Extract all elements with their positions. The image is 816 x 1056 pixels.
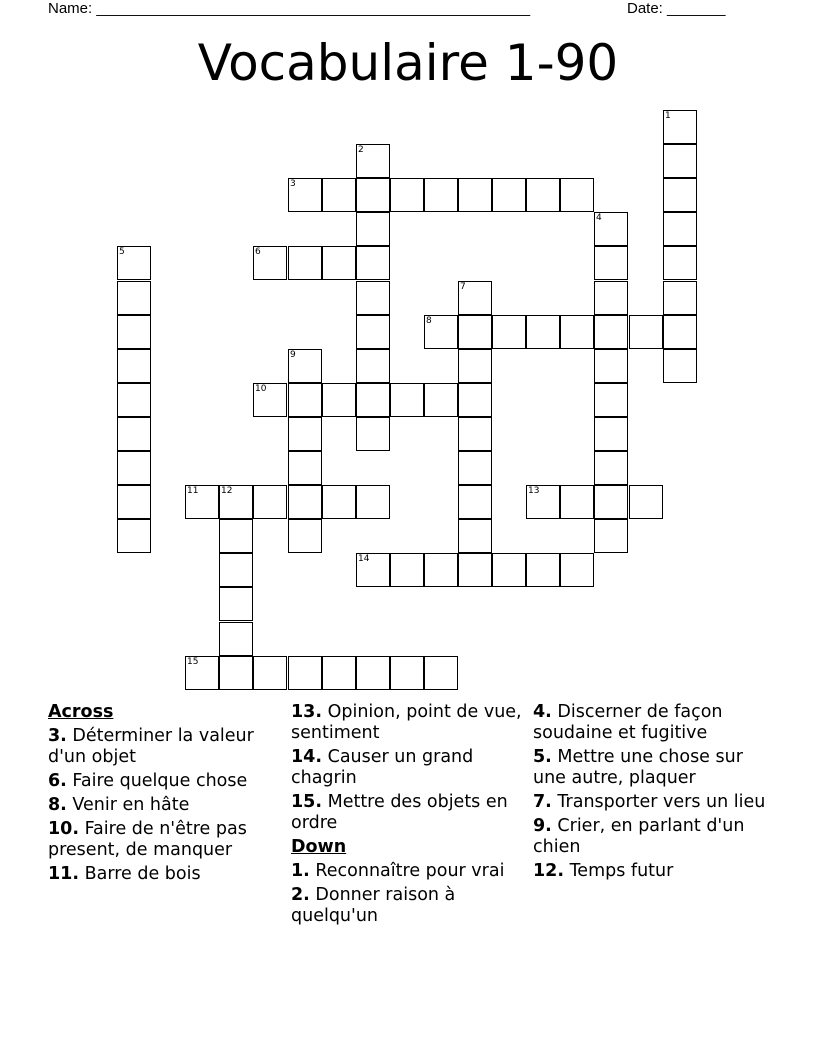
grid-cell[interactable] bbox=[288, 451, 322, 485]
grid-cell[interactable] bbox=[117, 451, 151, 485]
clue-down-1: 1. Reconnaître pour vrai bbox=[291, 861, 505, 881]
grid-cell[interactable] bbox=[594, 281, 628, 315]
grid-cell[interactable] bbox=[288, 246, 322, 280]
grid-cell[interactable] bbox=[253, 656, 287, 690]
grid-cell[interactable] bbox=[594, 246, 628, 280]
grid-cell[interactable] bbox=[288, 383, 322, 417]
clue-across-13: 13. Opinion, point de vue, sentiment bbox=[291, 702, 522, 743]
grid-cell[interactable] bbox=[663, 212, 697, 246]
grid-cell[interactable] bbox=[117, 281, 151, 315]
clue-down-2: 2. Donner raison à quelqu'un bbox=[291, 885, 456, 926]
grid-cell[interactable] bbox=[288, 656, 322, 690]
clue-number: 4 bbox=[596, 213, 602, 223]
grid-cell[interactable] bbox=[356, 485, 390, 519]
grid-cell[interactable] bbox=[219, 553, 253, 587]
grid-cell[interactable] bbox=[253, 246, 287, 280]
clue-column-3 bbox=[533, 702, 773, 885]
grid-cell[interactable] bbox=[356, 553, 390, 587]
grid-cell[interactable] bbox=[663, 315, 697, 349]
grid-cell[interactable] bbox=[424, 656, 458, 690]
grid-cell[interactable] bbox=[253, 485, 287, 519]
grid-cell[interactable] bbox=[629, 485, 663, 519]
grid-cell[interactable] bbox=[594, 451, 628, 485]
grid-cell[interactable] bbox=[288, 485, 322, 519]
grid-cell[interactable] bbox=[560, 315, 594, 349]
clue-column-2 bbox=[291, 702, 523, 930]
grid-cell[interactable] bbox=[185, 485, 219, 519]
clue-number: 12 bbox=[221, 486, 233, 496]
clue-number: 14 bbox=[358, 554, 370, 564]
grid-cell[interactable] bbox=[458, 178, 492, 212]
clue-number: 3 bbox=[290, 179, 296, 189]
across-heading: Across bbox=[48, 702, 114, 722]
grid-cell[interactable] bbox=[663, 246, 697, 280]
clue-across-3: 3. Déterminer la valeur d'un objet bbox=[48, 726, 254, 767]
grid-cell[interactable] bbox=[390, 383, 424, 417]
clue-number: 9 bbox=[290, 350, 296, 360]
grid-cell[interactable] bbox=[594, 315, 628, 349]
grid-cell[interactable] bbox=[560, 178, 594, 212]
grid-cell[interactable] bbox=[526, 553, 560, 587]
grid-cell[interactable] bbox=[356, 315, 390, 349]
name-field[interactable]: Name: ____________________________________________________ bbox=[48, 0, 531, 17]
grid-cell[interactable] bbox=[663, 110, 697, 144]
clue-across-6: 6. Faire quelque chose bbox=[48, 771, 248, 791]
clue-number: 8 bbox=[426, 316, 432, 326]
grid-cell[interactable] bbox=[663, 281, 697, 315]
clue-number: 5 bbox=[119, 247, 125, 257]
grid-cell[interactable] bbox=[356, 656, 390, 690]
grid-cell[interactable] bbox=[117, 417, 151, 451]
grid-cell[interactable] bbox=[253, 383, 287, 417]
grid-cell[interactable] bbox=[288, 349, 322, 383]
grid-cell[interactable] bbox=[390, 553, 424, 587]
grid-cell[interactable] bbox=[390, 178, 424, 212]
grid-cell[interactable] bbox=[458, 383, 492, 417]
grid-cell[interactable] bbox=[117, 315, 151, 349]
grid-cell[interactable] bbox=[356, 417, 390, 451]
grid-cell[interactable] bbox=[356, 246, 390, 280]
grid-cell[interactable] bbox=[288, 417, 322, 451]
grid-cell[interactable] bbox=[356, 281, 390, 315]
grid-cell[interactable] bbox=[560, 485, 594, 519]
clue-number: 2 bbox=[358, 145, 364, 155]
grid-cell[interactable] bbox=[492, 553, 526, 587]
grid-cell[interactable] bbox=[492, 178, 526, 212]
page-title: Vocabulaire 1-90 bbox=[197, 34, 619, 92]
clue-down-9: 9. Crier, en parlant d'un chien bbox=[533, 816, 745, 857]
grid-cell[interactable] bbox=[424, 383, 458, 417]
grid-cell[interactable] bbox=[322, 246, 356, 280]
grid-cell[interactable] bbox=[458, 519, 492, 553]
grid-cell[interactable] bbox=[594, 519, 628, 553]
grid-cell[interactable] bbox=[356, 212, 390, 246]
grid-cell[interactable] bbox=[560, 553, 594, 587]
grid-cell[interactable] bbox=[526, 178, 560, 212]
grid-cell[interactable] bbox=[117, 383, 151, 417]
grid-cell[interactable] bbox=[390, 656, 424, 690]
clue-number: 13 bbox=[528, 486, 540, 496]
grid-cell[interactable] bbox=[117, 519, 151, 553]
clue-across-11: 11. Barre de bois bbox=[48, 864, 201, 884]
grid-cell[interactable] bbox=[117, 485, 151, 519]
clue-number: 1 bbox=[665, 111, 671, 121]
grid-cell[interactable] bbox=[458, 485, 492, 519]
clue-down-5: 5. Mettre une chose sur une autre, plaquer bbox=[533, 747, 743, 788]
grid-cell[interactable] bbox=[322, 178, 356, 212]
grid-cell[interactable] bbox=[663, 178, 697, 212]
grid-cell[interactable] bbox=[458, 553, 492, 587]
clue-number: 6 bbox=[255, 247, 261, 257]
clue-across-14: 14. Causer un grand chagrin bbox=[291, 747, 474, 788]
clue-down-12: 12. Temps futur bbox=[533, 861, 674, 881]
grid-cell[interactable] bbox=[356, 178, 390, 212]
grid-cell[interactable] bbox=[117, 246, 151, 280]
grid-cell[interactable] bbox=[594, 383, 628, 417]
grid-cell[interactable] bbox=[219, 622, 253, 656]
clue-number: 15 bbox=[187, 657, 199, 667]
grid-cell[interactable] bbox=[594, 212, 628, 246]
clue-across-10: 10. Faire de n'être pas present, de manquer bbox=[48, 819, 247, 860]
clue-across-8: 8. Venir en hâte bbox=[48, 795, 190, 815]
grid-cell[interactable] bbox=[322, 656, 356, 690]
grid-cell[interactable] bbox=[526, 485, 560, 519]
grid-cell[interactable] bbox=[185, 656, 219, 690]
grid-cell[interactable] bbox=[322, 485, 356, 519]
grid-cell[interactable] bbox=[424, 315, 458, 349]
grid-cell[interactable] bbox=[594, 349, 628, 383]
grid-cell[interactable] bbox=[117, 349, 151, 383]
grid-cell[interactable] bbox=[356, 383, 390, 417]
grid-cell[interactable] bbox=[663, 144, 697, 178]
grid-cell[interactable] bbox=[526, 315, 560, 349]
clue-column-1 bbox=[48, 702, 278, 888]
grid-cell[interactable] bbox=[458, 281, 492, 315]
grid-cell[interactable] bbox=[458, 315, 492, 349]
grid-cell[interactable] bbox=[356, 144, 390, 178]
grid-cell[interactable] bbox=[458, 451, 492, 485]
date-field[interactable]: Date: _______ bbox=[627, 0, 726, 17]
grid-cell[interactable] bbox=[492, 315, 526, 349]
grid-cell[interactable] bbox=[288, 178, 322, 212]
grid-cell[interactable] bbox=[356, 349, 390, 383]
grid-cell[interactable] bbox=[594, 485, 628, 519]
grid-cell[interactable] bbox=[322, 383, 356, 417]
grid-cell[interactable] bbox=[219, 519, 253, 553]
clue-down-4: 4. Discerner de façon soudaine et fugitive bbox=[533, 702, 723, 743]
grid-cell[interactable] bbox=[458, 349, 492, 383]
clue-number: 11 bbox=[187, 486, 199, 496]
clue-number: 10 bbox=[255, 384, 267, 394]
grid-cell[interactable] bbox=[219, 587, 253, 621]
clue-down-7: 7. Transporter vers un lieu bbox=[533, 792, 766, 812]
grid-cell[interactable] bbox=[424, 553, 458, 587]
clue-across-15: 15. Mettre des objets en ordre bbox=[291, 792, 508, 833]
grid-cell[interactable] bbox=[288, 519, 322, 553]
down-heading: Down bbox=[291, 837, 347, 857]
grid-cell[interactable] bbox=[594, 417, 628, 451]
grid-cell[interactable] bbox=[629, 315, 663, 349]
grid-cell[interactable] bbox=[219, 485, 253, 519]
grid-cell[interactable] bbox=[219, 656, 253, 690]
grid-cell[interactable] bbox=[458, 417, 492, 451]
grid-cell[interactable] bbox=[663, 349, 697, 383]
clue-number: 7 bbox=[460, 282, 466, 292]
grid-cell[interactable] bbox=[424, 178, 458, 212]
